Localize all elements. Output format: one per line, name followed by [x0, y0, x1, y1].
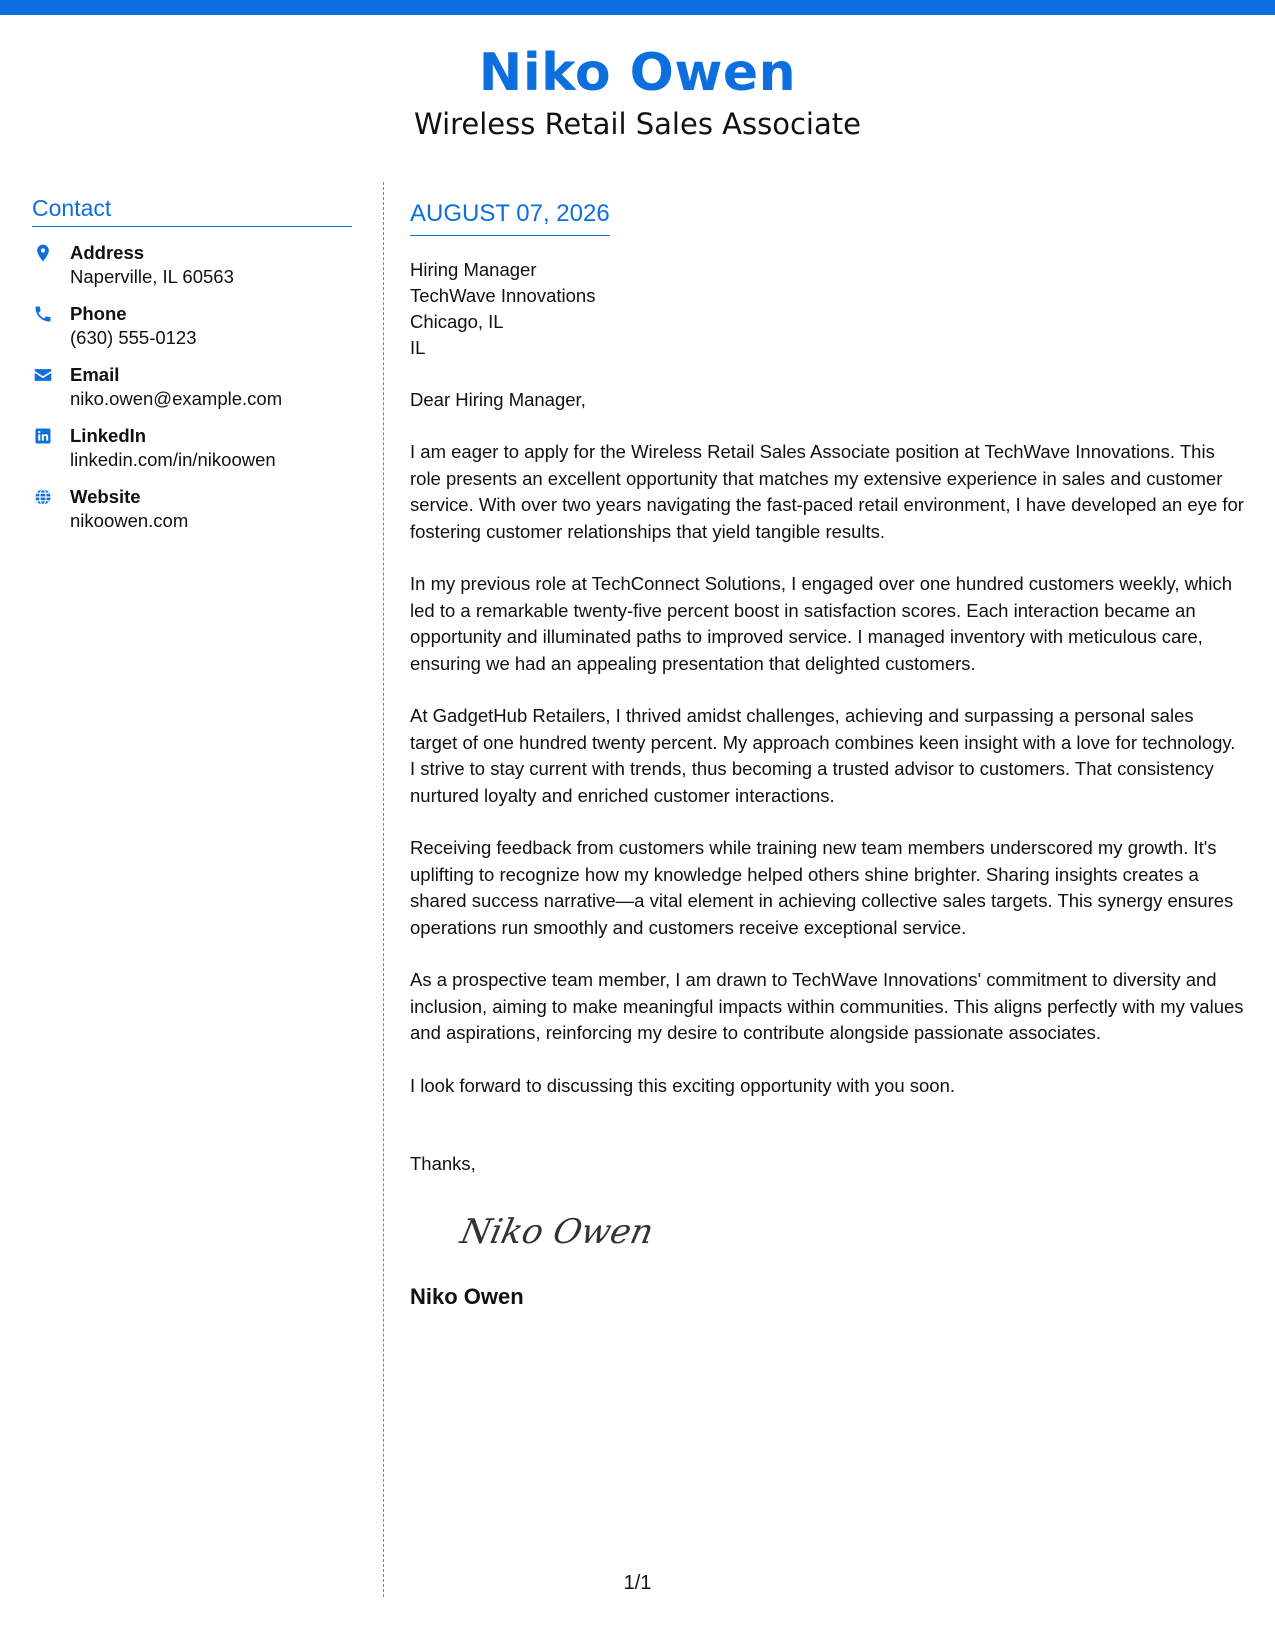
- contact-value: nikoowen.com: [70, 510, 189, 531]
- contact-value: niko.owen@example.com: [70, 388, 283, 409]
- contact-value: (630) 555-0123: [70, 327, 197, 348]
- signature-text: Niko Owen: [457, 1212, 657, 1252]
- contact-item-address: [32, 241, 352, 289]
- body-paragraph: Receiving feedback from customers while training new team members underscored my growth. It's uplifting to recognize how my knowledge helped others shine brighter. Sharing insights creates a shared success narrative—a vital element in achieving collective sales targets. This synergy ensures operations run smoothly and customers receive exceptional service.: [410, 837, 1234, 938]
- linkedin-icon: [32, 425, 54, 447]
- contact-value: linkedin.com/in/nikoowen: [70, 449, 276, 470]
- contact-sidebar: [32, 194, 352, 546]
- letter-header: [0, 42, 1275, 142]
- contact-item-phone: [32, 302, 352, 350]
- contact-label: Address: [70, 242, 145, 263]
- body-paragraph: In my previous role at TechConnect Solutions, I engaged over one hundred customers weekly, which led to a remarkable twenty-five percent boost in satisfaction scores. Each interaction became an opportunity and illuminated paths to improved service. I managed inventory with meticulous care, ensuring we had an appealing presentation that delighted customers.: [410, 573, 1232, 674]
- letter-body: [410, 199, 1245, 1311]
- contact-value: Naperville, IL 60563: [70, 266, 234, 287]
- letter-date: AUGUST 07, 2026: [410, 199, 610, 236]
- recipient-line: Chicago, IL: [410, 311, 504, 332]
- phone-icon: [32, 303, 54, 325]
- top-accent-bar: [0, 0, 1275, 15]
- column-divider: [383, 182, 384, 1597]
- contact-item-website: [32, 485, 352, 533]
- body-paragraph: I look forward to discussing this exciting opportunity with you soon.: [410, 1074, 956, 1096]
- globe-icon: [32, 486, 54, 508]
- job-title: Wireless Retail Sales Associate: [414, 107, 861, 141]
- signer-name: Niko Owen: [410, 1284, 524, 1309]
- recipient-line: TechWave Innovations: [410, 285, 596, 306]
- envelope-icon: [32, 364, 54, 386]
- handwritten-signature: [455, 1205, 657, 1257]
- map-pin-icon: [32, 242, 54, 264]
- recipient-block: [410, 257, 1245, 361]
- contact-item-email: [32, 363, 352, 411]
- contact-label: LinkedIn: [70, 425, 147, 446]
- contact-list: [32, 241, 352, 533]
- body-paragraph: I am eager to apply for the Wireless Retail Sales Associate position at TechWave Innovations. This role presents an excellent opportunity that matches my extensive experience in sales and customer service. With over two years navigating the fast-paced retail environment, I have developed an eye for fostering customer relationships that yield tangible results.: [410, 441, 1244, 542]
- contact-label: Phone: [70, 303, 127, 324]
- contact-item-linkedin: [32, 424, 352, 472]
- closing: Thanks,: [410, 1153, 476, 1174]
- body-paragraph: As a prospective team member, I am drawn to TechWave Innovations' commitment to diversity and inclusion, aiming to make meaningful impacts within communities. This aligns perfectly with my values and aspirations, reinforcing my desire to contribute alongside passionate associates.: [410, 969, 1244, 1043]
- contact-label: Email: [70, 364, 120, 385]
- recipient-line: Hiring Manager: [410, 259, 537, 280]
- contact-label: Website: [70, 486, 141, 507]
- applicant-name: Niko Owen: [478, 43, 797, 103]
- body-paragraph: At GadgetHub Retailers, I thrived amidst challenges, achieving and surpassing a personal sales target of one hundred twenty percent. My approach combines keen insight with a love for technology. I strive to stay current with trends, thus becoming a trusted advisor to customers. That consistency nurtured loyalty and enriched customer interactions.: [410, 705, 1236, 806]
- page-number: 1/1: [623, 1572, 652, 1594]
- contact-heading: Contact: [32, 194, 352, 227]
- salutation: Dear Hiring Manager,: [410, 389, 586, 410]
- recipient-line: IL: [410, 337, 426, 358]
